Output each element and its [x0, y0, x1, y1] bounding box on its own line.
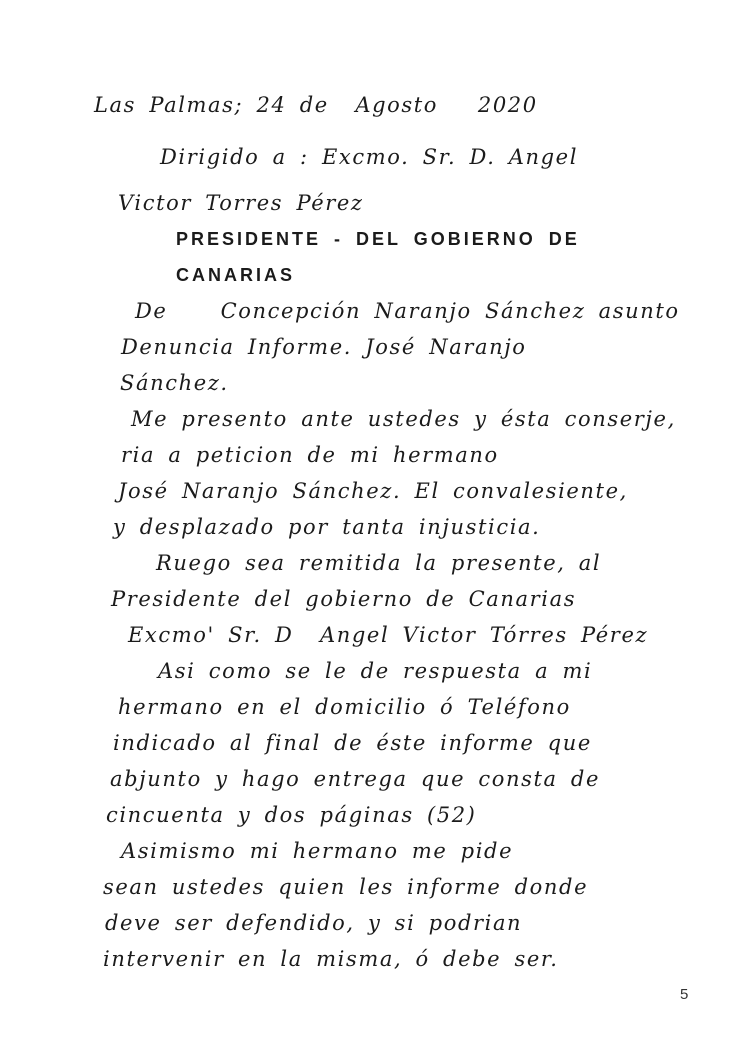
letter-line: ria a peticion de mi hermano [121, 443, 499, 467]
page-number: 5 [680, 986, 689, 1003]
letter-line: Denuncia Informe. José Naranjo [121, 335, 527, 359]
letter-line: Asimismo mi hermano me pide [121, 839, 514, 863]
letter-line-title: PRESIDENTE - DEL GOBIERNO DE [176, 229, 580, 249]
letter-line: Presidente del gobierno de Canarias [111, 587, 577, 611]
letter-line-addressee: Dirigido a : Excmo. Sr. D. Angel [160, 145, 579, 169]
letter-body [88, 88, 720, 978]
letter-line: abjunto y hago entrega que consta de [110, 767, 601, 791]
letter-line: Me presento ante ustedes y ésta conserje, [131, 407, 676, 431]
letter-line: José Naranjo Sánchez. El convalesiente, [118, 479, 628, 503]
letter-line-date: Las Palmas; 24 de Agosto 2020 [94, 93, 538, 117]
letter-line: Excmo' Sr. D Angel Victor Tórres Pérez [128, 623, 649, 647]
letter-line: Ruego sea remitida la presente, al [156, 551, 602, 575]
letter-line: Sánchez. [120, 371, 229, 395]
letter-line: cincuenta y dos páginas (52) [106, 803, 477, 827]
letter-line: hermano en el domicilio ó Teléfono [118, 695, 571, 719]
letter-line-title: CANARIAS [176, 265, 296, 285]
letter-line: Victor Torres Pérez [118, 191, 364, 215]
letter-line: deve ser defendido, y si podrian [105, 911, 523, 935]
letter-line: sean ustedes quien les informe donde [103, 875, 589, 899]
letter-line: indicado al final de éste informe que [113, 731, 592, 755]
letter-line-sender: De Concepción Naranjo Sánchez asunto [135, 299, 680, 323]
letter-line: Asi como se le de respuesta a mi [158, 659, 593, 683]
letter-line: intervenir en la misma, ó debe ser. [103, 947, 559, 971]
letter-line: y desplazado por tanta injusticia. [113, 515, 541, 539]
